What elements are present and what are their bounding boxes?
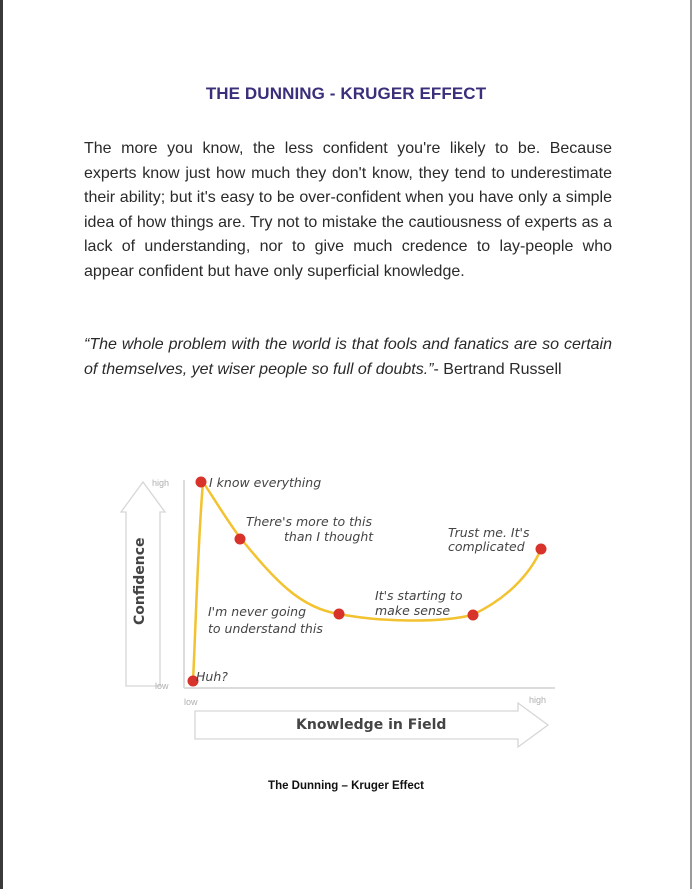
body-paragraph: The more you know, the less confident you're likely to be. Because experts know just how much they don't know, they tend to underestimate their ability; but it's easy to be over-confident when you have only a simple idea of how things are. Try not to mistake the cautiousness of experts as a lack of understanding, nor to give much credence to lay-people who appear confident but have only superficial knowledge. xyxy=(84,140,612,280)
label-theres-more-1: There's more to this xyxy=(246,514,372,529)
knowledge-axis-label: Knowledge in Field xyxy=(296,717,447,733)
page-title: THE DUNNING - KRUGER EFFECT xyxy=(205,84,487,103)
label-never-going-1: I'm never going xyxy=(208,604,306,619)
x-low-label: low xyxy=(184,697,198,707)
quote-attribution: - Bertrand Russell xyxy=(433,360,562,378)
point-never-going xyxy=(334,609,345,620)
point-trust-me xyxy=(536,544,547,555)
point-i-know-everything xyxy=(196,477,207,488)
dunning-kruger-curve xyxy=(193,482,541,681)
y-high-label: high xyxy=(152,478,170,488)
point-starting-to-make-sense xyxy=(468,610,479,621)
figure-caption: The Dunning – Kruger Effect xyxy=(268,780,424,792)
label-starting-1: It's starting to xyxy=(375,588,463,603)
label-theres-more-2: than I thought xyxy=(284,529,374,544)
label-huh: Huh? xyxy=(196,669,228,684)
label-starting-2: make sense xyxy=(375,603,451,618)
label-never-going-2: to understand this xyxy=(208,621,323,636)
label-trust-me-1: Trust me. It's xyxy=(448,525,530,540)
quote-text: “The whole problem with the world is that fools and fanatics are so certain of themselves, yet wiser people so full of doubts.” xyxy=(84,336,612,378)
point-theres-more xyxy=(235,534,246,545)
label-i-know-everything: I know everything xyxy=(209,475,322,490)
confidence-axis-label: Confidence xyxy=(132,537,148,625)
label-trust-me-2: complicated xyxy=(448,539,525,554)
x-high-label: high xyxy=(529,695,547,705)
y-low-label: low xyxy=(155,681,169,691)
